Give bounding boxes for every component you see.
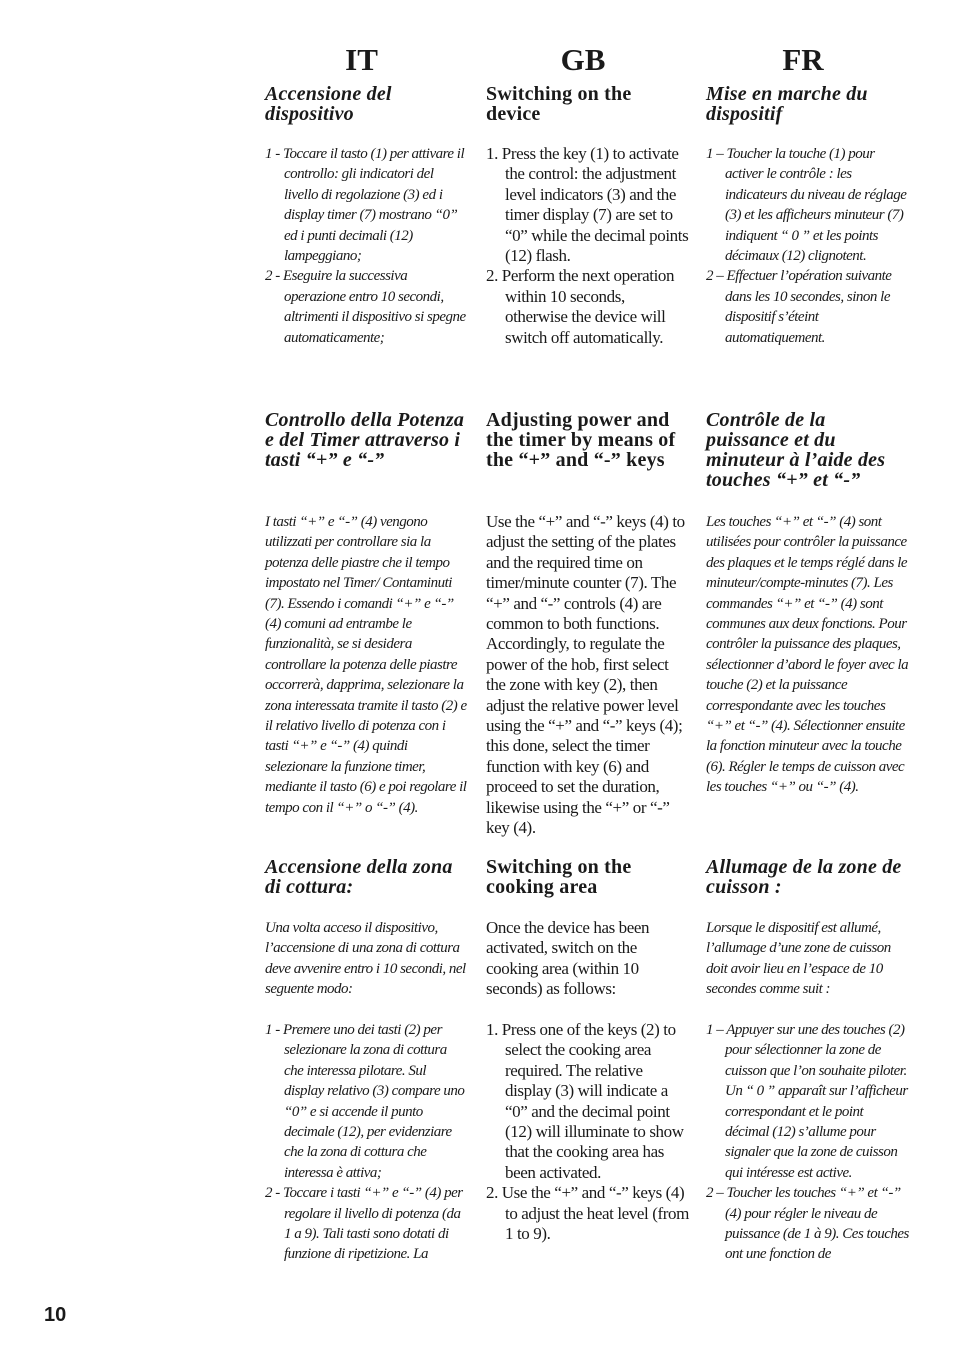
steps-device-on-it [265,144,468,348]
list-item: 2 – Toucher les touches “+” et “-” (4) pour régler le niveau de puissance (de 1 à 9). Ces touches ont une fonction de [706,1185,909,1263]
heading-device-on-it: Accensione del dispositivo [265,83,392,125]
paragraph-cooking-zone-intro-it: Una volta acceso il dispositivo, l’accensione di una zona di cottura deve avvenire entro i 10 secondi, nel seguente modo: [265,920,466,998]
list-item: 2 – Effectuer l’opération suivante dans les 10 secondes, sinon le dispositif s’éteint automatiquement. [706,268,892,346]
column-english [486,40,690,1244]
heading-cooking-zone-fr: Allumage de la zone de cuisson : [706,856,902,898]
heading-power-timer-it: Controllo della Potenza e del Timer attraverso i tasti “+” e “-” [265,409,465,471]
language-label-it: IT [345,42,378,77]
paragraph-power-timer-fr: Les touches “+” et “-” (4) sont utilisées pour contrôler la puissance des plaques et le temps réglé dans le minuteur/compte-minutes (7). Les commandes “+” et “-” (4) sont communes aux deux fonctions. Pour contrôler la puissance des plaques, sélectionner d’abord le foyer avec la touche (2) et la puissance correspondante avec les touches “+” et “-” (4). Sélectionner ensuite la fonction minuteur avec la touche (6). Régler le temps de cuisson avec les touches “+” ou “-” (4). [706,514,909,796]
language-label-fr: FR [782,42,824,77]
steps-device-on-fr [706,144,910,348]
paragraph-power-timer-gb: Use the “+” and “-” keys (4) to adjust the setting of the plates and the required time on timer/minute counter (7). The “+” and “-” controls (4) are common to both functions. Accordingly, to regulate the power of the hob, first select the zone with key (2), then adjust the relative power level using the “+” and “-” keys (4); this done, select the timer function with key (6) and proceed to set the duration, likewise using the “+” or “-” key (4). [486,512,685,838]
steps-cooking-zone-gb [486,1020,690,1244]
heading-device-on-gb: Switching on the device [486,83,632,125]
list-item: 1 - Toccare il tasto (1) per attivare il controllo: gli indicatori del livello di regolazione (3) ed i display timer (7) mostrano “0” ed i punti decimali (12) lampeggiano; [265,146,465,265]
list-item: 2 - Toccare i tasti “+” e “-” (4) per regolare il livello di potenza (da 1 a 9). Tali tasti sono dotati di funzione di ripetizione. La [265,1185,463,1263]
heading-device-on-fr: Mise en marche du dispositif [706,83,868,125]
list-item: 2. Perform the next operation within 10 seconds, otherwise the device will switch off automatically. [486,266,675,347]
heading-power-timer-fr: Contrôle de la puissance et du minuteur à l’aide des touches “+” et “-” [706,409,886,491]
heading-power-timer-gb: Adjusting power and the timer by means of the “+” and “-” keys [486,409,676,471]
list-item: 1. Press the key (1) to activate the control: the adjustment level indicators (3) and the timer display (7) are set to “0” while the decimal points (12) flash. [486,144,689,266]
list-item: 2. Use the “+” and “-” keys (4) to adjust the heat level (from 1 to 9). [486,1183,689,1244]
list-item: 1 – Appuyer sur une des touches (2) pour sélectionner la zone de cuisson que l’on souhaite piloter. Un “ 0 ” apparaît sur l’afficheur correspondant et le point décimal (12) s’allume pour signaler que la zone de cuisson qui intéresse est active. [706,1022,908,1181]
list-item: 1 - Premere uno dei tasti (2) per selezionare la zona di cottura che interessa pilotare. Sul display relativo (3) compare uno “0” e si accende il punto decimale (12), per evidenziare che la zona di cottura che interessa è attiva; [265,1022,465,1181]
heading-cooking-zone-it: Accensione della zona di cottura: [265,856,453,898]
page-number: 10 [44,1304,67,1326]
steps-cooking-zone-it [265,1020,468,1265]
list-item: 1. Press one of the keys (2) to select the cooking area required. The relative display (3) will indicate a “0” and the decimal point (12) will illuminate to show that the cooking area has been activated. [486,1020,684,1182]
heading-cooking-zone-gb: Switching on the cooking area [486,856,632,898]
paragraph-power-timer-it: I tasti “+” e “-” (4) vengono utilizzati per controllare sia la potenza delle piastre che il tempo impostato nel Timer/ Contaminuti (7). Essendo i comandi “+” e “-” (4) comuni ad entrambe le funzionalità, se si desidera controllare la potenza delle piastre occorrerà, dapprima, selezionare la zona interessata tramite il tasto (2) e il relativo livello di potenza con i tasti “+” e “-” (4) quindi selezionare la funzione timer, mediante il tasto (6) e poi regolare il tempo con il “+” o “-” (4). [265,514,467,816]
steps-device-on-gb [486,144,690,348]
list-item: 1 – Toucher la touche (1) pour activer le contrôle : les indicateurs du niveau de réglage (3) et les afficheurs minuteur (7) indiquent “ 0 ” et les points décimaux (12) clignotent. [706,146,907,265]
paragraph-cooking-zone-intro-gb: Once the device has been activated, switch on the cooking area (within 10 seconds) as follows: [486,918,650,999]
paragraph-cooking-zone-intro-fr: Lorsque le dispositif est allumé, l’allumage d’une zone de cuisson doit avoir lieu en l’espace de 10 secondes comme suit : [706,920,891,998]
language-label-gb: GB [560,42,606,77]
list-item: 2 - Eseguire la successiva operazione entro 10 secondi, altrimenti il dispositivo si spegne automaticamente; [265,268,466,346]
steps-cooking-zone-fr [706,1020,910,1265]
column-french [706,40,910,1265]
column-italian [265,40,468,1265]
